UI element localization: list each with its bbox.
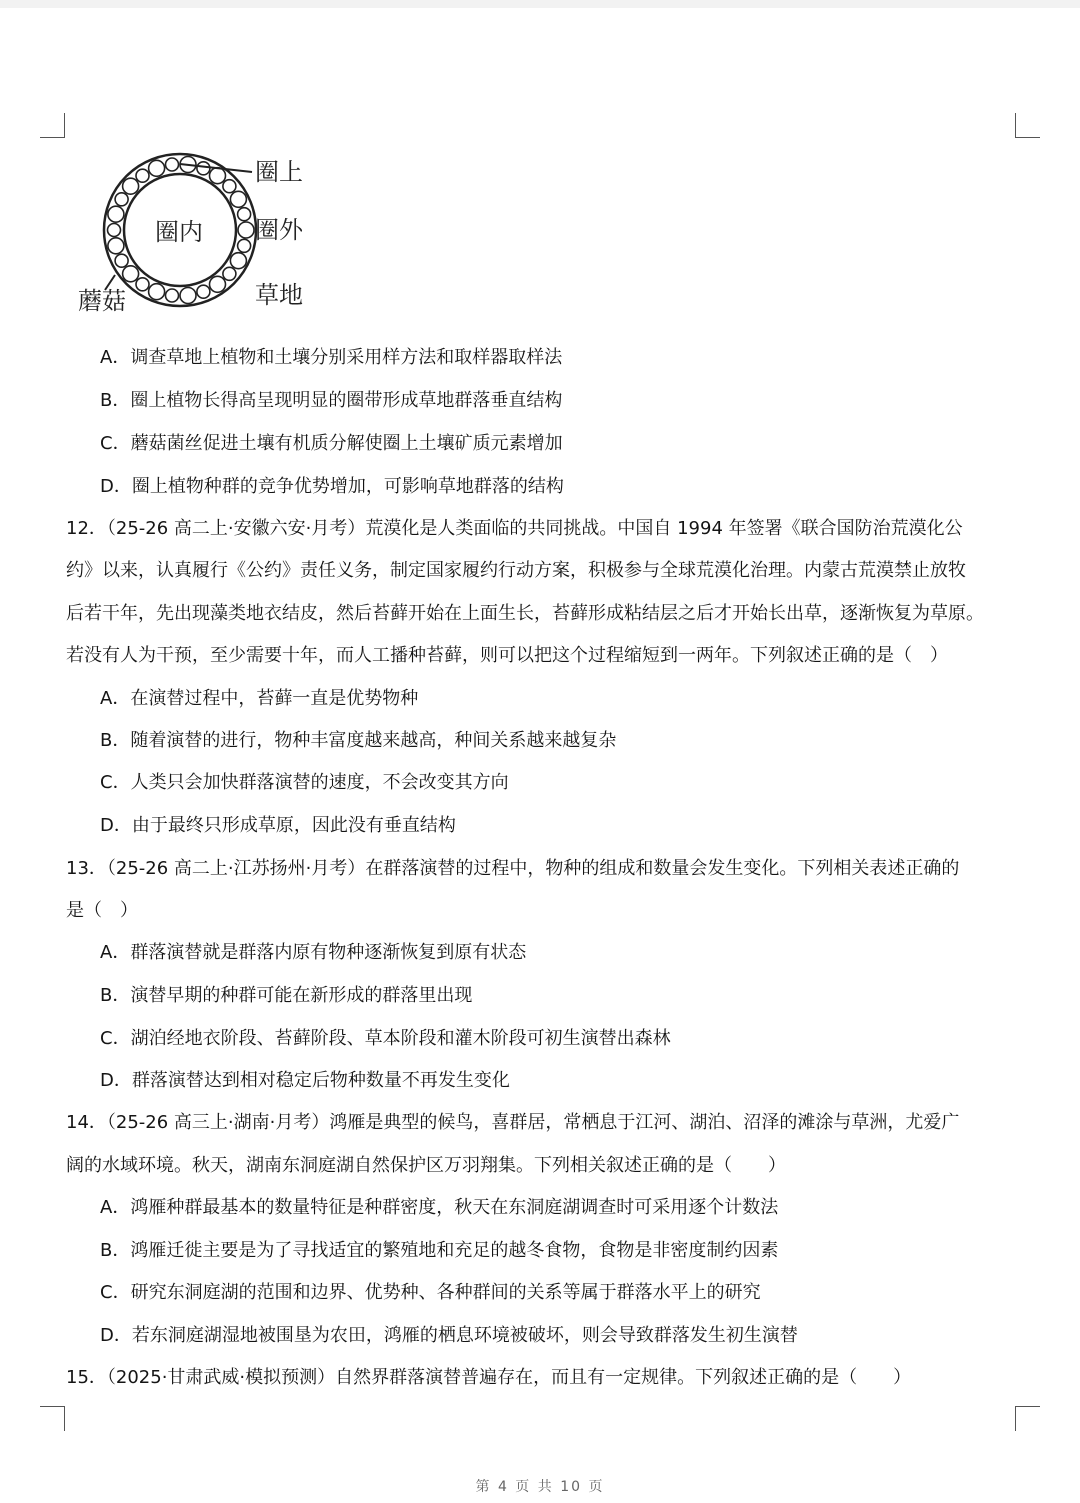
crop-mark-top-right — [1015, 113, 1040, 138]
q13-option-a: A．群落演替就是群落内原有物种逐渐恢复到原有状态 — [100, 942, 527, 963]
crop-mark-top-left — [40, 113, 65, 138]
fairy-ring-diagram — [70, 150, 340, 325]
q14-option-a: A．鸿雁种群最基本的数量特征是种群密度，秋天在东洞庭湖调查时可采用逐个计数法 — [100, 1197, 779, 1218]
q14-stem-line: 14．（25-26 高三上·湖南·月考）鸿雁是典型的候鸟，喜群居，常栖息于江河、湖泊、沼泽的滩涂与草洲，尤爱广 — [66, 1112, 960, 1133]
q12-stem-line: 12．（25-26 高二上·安徽六安·月考）荒漠化是人类面临的共同挑战。中国自 1994 年签署《联合国防治荒漠化公 — [66, 518, 963, 539]
inner-ring-label: 圈内 — [155, 218, 203, 246]
mushroom-dot — [123, 266, 139, 282]
q11-option-c: C．蘑菇菌丝促进土壤有机质分解使圈上土壤矿质元素增加 — [100, 433, 563, 454]
q12-option-a: A．在演替过程中，苔藓一直是优势物种 — [100, 688, 419, 709]
q14-stem-line: 阔的水域环境。秋天，湖南东洞庭湖自然保护区万羽翔集。下列相关叙述正确的是（ ） — [66, 1155, 786, 1176]
mushroom-dot — [223, 180, 236, 193]
mushroom-dot — [136, 169, 149, 182]
mushroom-dot — [136, 278, 149, 291]
q13-stem-line: 是（ ） — [66, 900, 138, 921]
mushroom-dot — [180, 288, 196, 304]
mushroom-dot — [230, 253, 246, 269]
grassland-label: 草地 — [255, 281, 303, 309]
q11-option-a: A．调查草地上植物和土壤分别采用样方法和取样器取样法 — [100, 347, 563, 368]
mushroom-dot — [210, 276, 226, 292]
mushroom-label: 蘑菇 — [78, 287, 126, 315]
mushroom-dot — [230, 191, 246, 207]
mushroom-dot — [166, 158, 179, 171]
q15-stem-line: 15．（2025·甘肃武威·模拟预测）自然界群落演替普遍存在，而且有一定规律。下列叙述正确的是（ ） — [66, 1367, 912, 1388]
q14-option-d: D．若东洞庭湖湿地被围垦为农田，鸿雁的栖息环境被破坏，则会导致群落发生初生演替 — [100, 1325, 798, 1346]
mushroom-dot — [210, 168, 226, 184]
q14-option-c: C．研究东洞庭湖的范围和边界、优势种、各种群间的关系等属于群落水平上的研究 — [100, 1282, 761, 1303]
q12-stem-line: 若没有人为干预，至少需要十年，而人工播种苔藓，则可以把这个过程缩短到一两年。下列叙述正确的是（ ） — [66, 645, 948, 666]
on-ring-label: 圈上 — [255, 158, 303, 186]
mushroom-dot — [115, 254, 128, 267]
q11-option-b: B．圈上植物长得高呈现明显的圈带形成草地群落垂直结构 — [100, 390, 563, 411]
q12-option-c: C．人类只会加快群落演替的速度，不会改变其方向 — [100, 772, 509, 793]
q12-stem-line: 约》以来，认真履行《公约》责任义务，制定国家履约行动方案，积极参与全球荒漠化治理。内蒙古荒漠禁止放牧 — [66, 560, 966, 581]
mushroom-dot — [197, 162, 210, 175]
q12-stem-line: 后若干年，先出现藻类地衣结皮，然后苔藓开始在上面生长，苔藓形成粘结层之后才开始长出草，逐渐恢复为草原。 — [66, 603, 984, 624]
mushroom-dot — [223, 267, 236, 280]
q14-option-b: B．鸿雁迁徙主要是为了寻找适宜的繁殖地和充足的越冬食物，食物是非密度制约因素 — [100, 1240, 779, 1261]
q12-option-d: D．由于最终只形成草原，因此没有垂直结构 — [100, 815, 456, 836]
mushroom-dot — [166, 289, 179, 302]
outer-ring-label: 圈外 — [255, 216, 303, 244]
mushroom-dot — [108, 206, 124, 222]
q13-stem-line: 13．（25-26 高二上·江苏扬州·月考）在群落演替的过程中，物种的组成和数量会发生变化。下列相关表述正确的 — [66, 858, 960, 879]
mushroom-dot — [149, 284, 165, 300]
crop-mark-bottom-left — [40, 1406, 65, 1431]
top-bar — [0, 0, 1080, 8]
mushroom-dot — [149, 160, 165, 176]
mushroom-dot — [238, 222, 254, 238]
mushroom-dot — [238, 208, 251, 221]
mushroom-dot — [108, 224, 121, 237]
mushroom-dot — [115, 193, 128, 206]
q12-option-b: B．随着演替的进行，物种丰富度越来越高，种间关系越来越复杂 — [100, 730, 617, 751]
q13-option-d: D．群落演替达到相对稳定后物种数量不再发生变化 — [100, 1070, 510, 1091]
mushroom-dot — [238, 239, 251, 252]
crop-mark-bottom-right — [1015, 1406, 1040, 1431]
mushroom-dot — [197, 285, 210, 298]
q11-option-d: D．圈上植物种群的竞争优势增加，可影响草地群落的结构 — [100, 476, 564, 497]
page-number-footer: 第 4 页 共 10 页 — [475, 1479, 605, 1495]
mushroom-dot — [123, 178, 139, 194]
mushroom-dot — [108, 238, 124, 254]
q13-option-c: C．湖泊经地衣阶段、苔藓阶段、草本阶段和灌木阶段可初生演替出森林 — [100, 1028, 671, 1049]
q13-option-b: B．演替早期的种群可能在新形成的群落里出现 — [100, 985, 473, 1006]
